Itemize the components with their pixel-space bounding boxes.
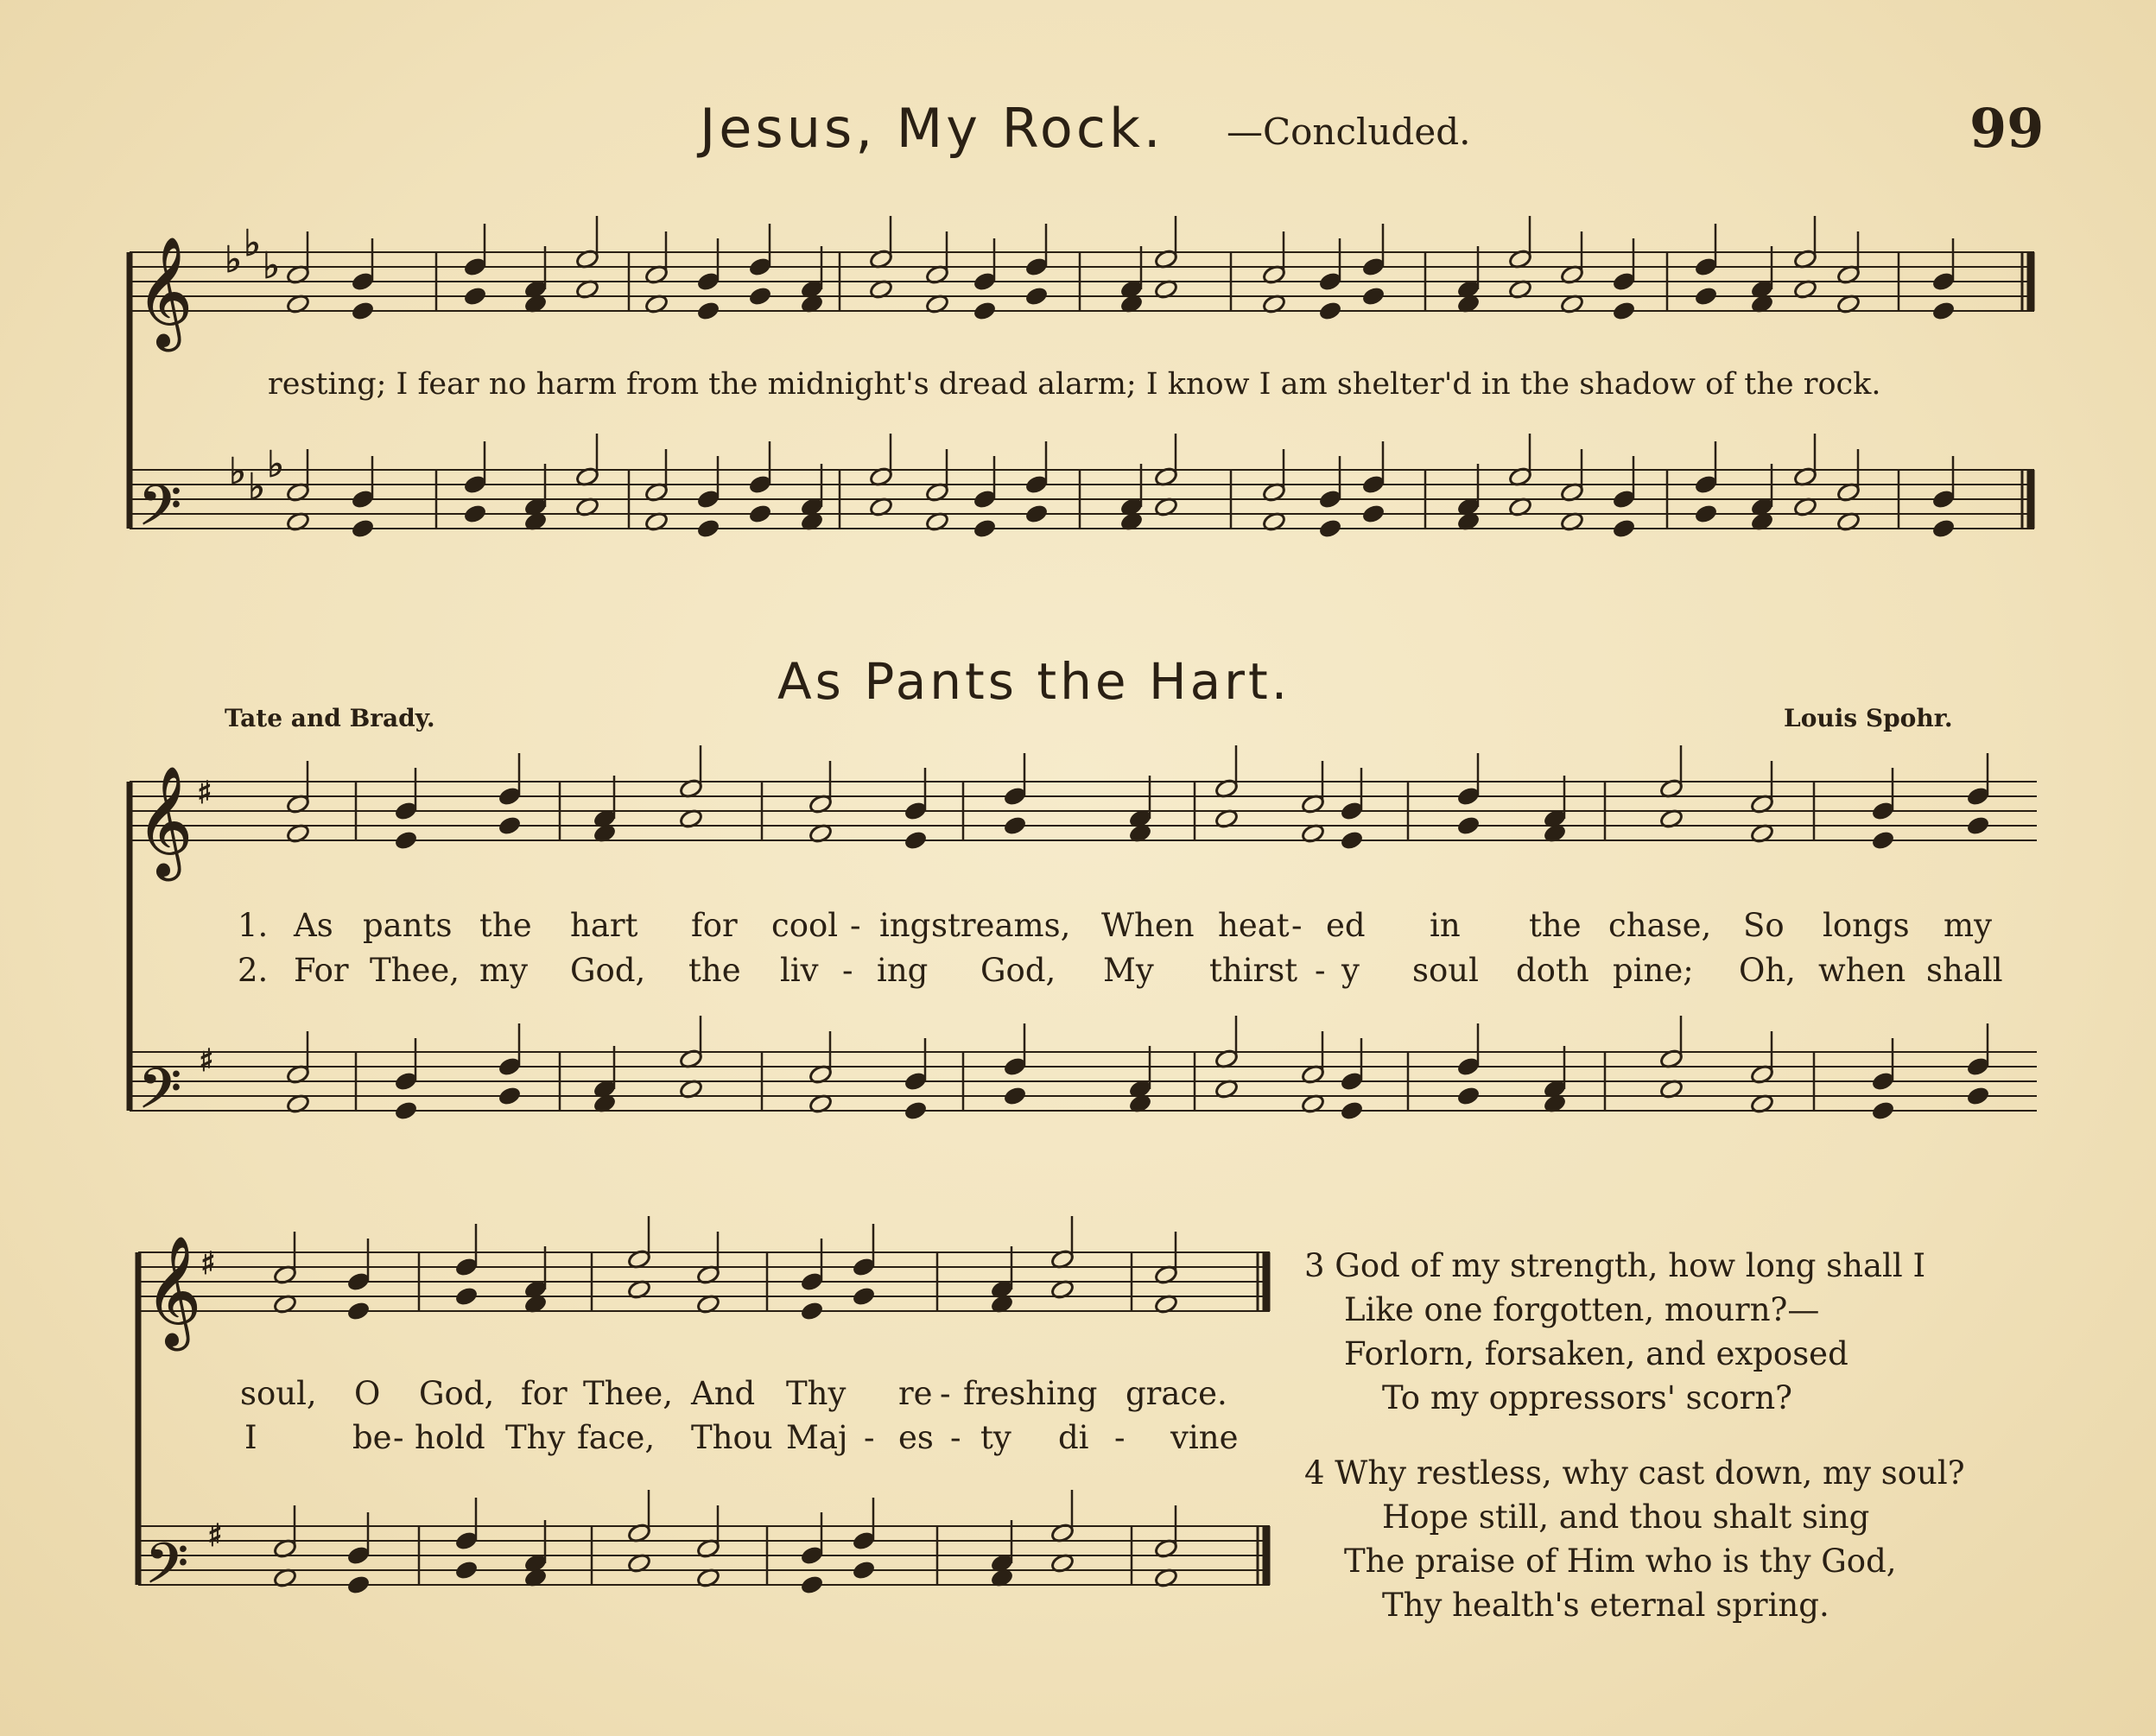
stanza-line: Hope still, and thou shalt sing (1382, 1498, 1870, 1536)
syllable: y (1341, 952, 1360, 989)
syllable: for (521, 1375, 568, 1412)
syllable: hold (415, 1419, 485, 1456)
notehead (1003, 1086, 1028, 1107)
syllable: thirst (1209, 952, 1298, 989)
syllable: - (864, 1419, 875, 1456)
notehead (1318, 301, 1343, 322)
clef-icon: 𝄞 (145, 1235, 202, 1346)
notehead (748, 286, 773, 307)
notehead (394, 1100, 419, 1122)
syllable: Thee, (370, 952, 460, 989)
clef-icon: 𝄞 (136, 765, 193, 876)
notehead (498, 1086, 523, 1107)
syllable: chase, (1608, 907, 1712, 944)
lyric-line-2-verse-2 (0, 1419, 1296, 1458)
syllable: ing (877, 952, 929, 989)
clef-icon: 𝄢 (145, 1532, 189, 1610)
syllable: the (688, 952, 741, 989)
notehead (1931, 301, 1956, 322)
lyric-line-2-verse-1 (0, 1375, 1296, 1414)
notehead (1694, 504, 1719, 525)
notehead (973, 301, 998, 322)
sharp-icon: ♯ (197, 776, 212, 811)
page-number: 99 (1969, 97, 2045, 160)
syllable: face, (577, 1419, 656, 1456)
syllable: the (479, 907, 532, 944)
syllable: for (691, 907, 738, 944)
words-credit: Tate and Brady. (225, 704, 435, 732)
notehead (1003, 815, 1028, 837)
notehead (454, 1560, 479, 1581)
syllable: Thee, (583, 1375, 674, 1412)
notehead (1361, 504, 1386, 525)
syllable: God, (419, 1375, 495, 1412)
notehead (1024, 504, 1049, 525)
syllable: grace. (1126, 1375, 1227, 1412)
header-subtitle: —Concluded. (1227, 111, 1471, 153)
syllable: freshing (963, 1375, 1098, 1412)
concluded-lyric-line: resting; I fear no harm from the midnight's dread alarm; I know I am shelter'd in the shadow of the rock. (268, 367, 1881, 402)
hymn-title: As Pants the Hart. (777, 652, 1291, 711)
syllable: Thou (691, 1419, 773, 1456)
syllable: pants (363, 907, 453, 944)
syllable: be (352, 1419, 392, 1456)
lyric-line-1-verse-2 (0, 952, 2156, 991)
syllable: re (898, 1375, 933, 1412)
syllable: - (850, 907, 861, 944)
notehead (454, 1286, 479, 1308)
sharp-icon: ♯ (207, 1518, 223, 1554)
notehead (748, 504, 773, 525)
notehead (852, 1560, 877, 1581)
notehead (1024, 286, 1049, 307)
flat-icon: ♭ (225, 238, 242, 281)
notehead (1612, 518, 1637, 540)
syllable: - (1291, 907, 1303, 944)
notehead (1456, 815, 1481, 837)
syllable: cool (771, 907, 839, 944)
sharp-icon: ♯ (200, 1246, 216, 1282)
notehead (973, 518, 998, 540)
syllable: - (940, 1375, 951, 1412)
syllable: in (1430, 907, 1461, 944)
stanza-line: Forlorn, forsaken, and exposed (1344, 1335, 1848, 1372)
stanza-line: To my oppressors' scorn? (1382, 1379, 1793, 1416)
syllable: When (1101, 907, 1195, 944)
syllable: - (393, 1419, 404, 1456)
notehead (1340, 1100, 1365, 1122)
syllable: God, (980, 952, 1056, 989)
syllable: For (294, 952, 349, 989)
syllable: heat (1218, 907, 1290, 944)
stanza-line: Like one forgotten, mourn?— (1344, 1291, 1820, 1328)
syllable: As (294, 907, 333, 944)
syllable: Maj (786, 1419, 848, 1456)
flat-icon: ♭ (263, 244, 280, 287)
notehead (394, 830, 419, 852)
stanza-line: 4 Why restless, why cast down, my soul? (1304, 1454, 1965, 1492)
syllable: hart (570, 907, 638, 944)
notehead (1361, 286, 1386, 307)
syllable: Oh, (1739, 952, 1796, 989)
notehead (1966, 1086, 1991, 1107)
syllable: shall (1926, 952, 2003, 989)
notehead (1318, 518, 1343, 540)
syllable: liv (780, 952, 819, 989)
syllable: - (842, 952, 853, 989)
flat-icon: ♭ (229, 450, 246, 492)
notehead (800, 1301, 825, 1322)
lyric-line-1-verse-1 (0, 907, 2156, 946)
syllable: es (898, 1419, 934, 1456)
notehead (1871, 830, 1896, 852)
notehead (696, 518, 721, 540)
syllable: di (1058, 1419, 1089, 1456)
header-title: Jesus, My Rock. (700, 97, 1164, 160)
music-credit: Louis Spohr. (1784, 704, 1953, 732)
syllable: Thy (505, 1419, 566, 1456)
flat-icon: ♭ (267, 443, 284, 485)
notehead (463, 504, 488, 525)
stanza-line: 3 God of my strength, how long shall I (1304, 1247, 1926, 1284)
notehead (904, 830, 929, 852)
stanza-3 (1304, 1244, 1925, 1420)
syllable: 2. (238, 952, 269, 989)
stanza-line: The praise of Him who is thy God, (1344, 1543, 1897, 1580)
notehead (852, 1286, 877, 1308)
stanza-line: Thy health's eternal spring. (1382, 1587, 1829, 1624)
syllable: - (950, 1419, 961, 1456)
syllable: - (1315, 952, 1326, 989)
notehead (800, 1574, 825, 1596)
syllable: my (479, 952, 528, 989)
syllable: soul (1412, 952, 1479, 989)
syllable: ed (1326, 907, 1366, 944)
flat-icon: ♭ (248, 466, 265, 508)
syllable: the (1529, 907, 1582, 944)
notehead (1694, 286, 1719, 307)
syllable: My (1103, 952, 1154, 989)
syllable: 1. (238, 907, 269, 944)
notehead (351, 301, 376, 322)
syllable: O (354, 1375, 381, 1412)
syllable: So (1743, 907, 1785, 944)
syllable: when (1818, 952, 1906, 989)
syllable: God, (570, 952, 646, 989)
syllable: doth (1516, 952, 1589, 989)
syllable: longs (1823, 907, 1910, 944)
notehead (1612, 301, 1637, 322)
syllable: soul, (240, 1375, 317, 1412)
notehead (498, 815, 523, 837)
clef-icon: 𝄢 (138, 474, 182, 552)
syllable: - (1114, 1419, 1126, 1456)
syllable: Thy (786, 1375, 847, 1412)
notehead (1931, 518, 1956, 540)
notehead (1966, 815, 1991, 837)
syllable: streams, (931, 907, 1071, 944)
notehead (696, 301, 721, 322)
syllable: my (1944, 907, 1992, 944)
syllable: pine; (1613, 952, 1694, 989)
syllable: I (244, 1419, 257, 1456)
syllable: And (691, 1375, 756, 1412)
notehead (1340, 830, 1365, 852)
syllable: ing (879, 907, 931, 944)
stanza-4 (1304, 1451, 1965, 1627)
sharp-icon: ♯ (199, 1043, 214, 1079)
syllable: ty (980, 1419, 1011, 1456)
notehead (1456, 1086, 1481, 1107)
clef-icon: 𝄢 (138, 1057, 182, 1135)
clef-icon: 𝄞 (136, 236, 193, 346)
notehead (463, 286, 488, 307)
notehead (351, 518, 376, 540)
syllable: vine (1170, 1419, 1239, 1456)
notehead (346, 1301, 371, 1322)
notehead (346, 1574, 371, 1596)
flat-icon: ♭ (244, 222, 261, 264)
notehead (904, 1100, 929, 1122)
notehead (1871, 1100, 1896, 1122)
